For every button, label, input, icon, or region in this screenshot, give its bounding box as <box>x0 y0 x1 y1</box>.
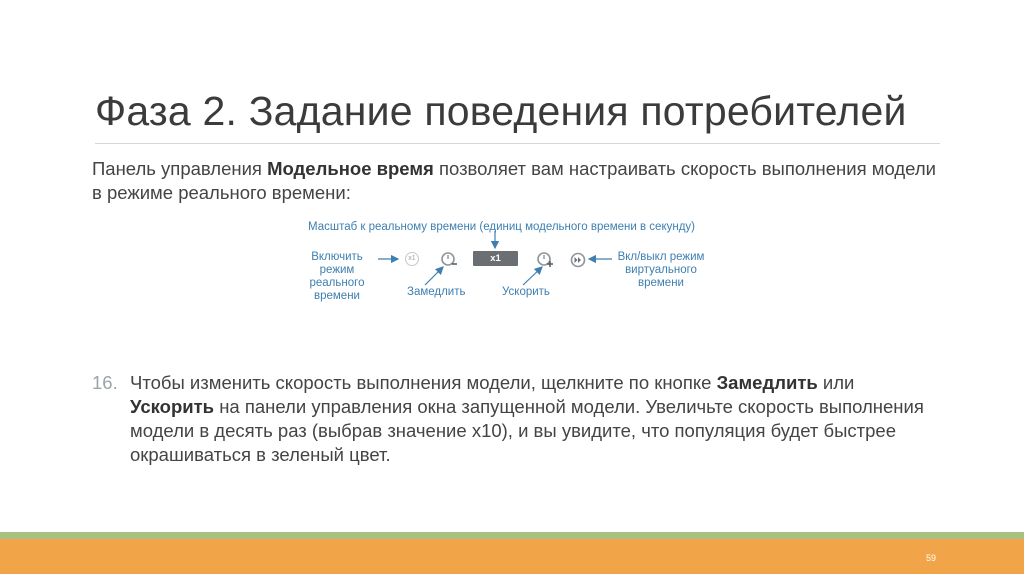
title-divider <box>95 143 940 144</box>
realtime-label-line-3: реального <box>309 277 365 289</box>
time-scale-indicator: x1 <box>473 251 518 266</box>
speed-up-label: Ускорить <box>502 286 550 298</box>
model-time-panel-diagram <box>280 213 720 313</box>
step-text-part-2: или <box>817 372 855 393</box>
slow-down-icon[interactable] <box>440 250 458 268</box>
virtual-time-toggle-icon[interactable] <box>570 252 586 268</box>
scale-caption: Масштаб к реальному времени (единиц модельного времени в секунду) <box>308 221 696 233</box>
virtual-label-line-1: Вкл/выкл режим <box>617 251 705 263</box>
footer-orange-band <box>0 539 1024 574</box>
footer-green-band <box>0 532 1024 539</box>
arrow-fast <box>523 267 542 285</box>
virtual-time-label <box>615 251 707 290</box>
step-number: 16. <box>92 372 118 393</box>
virtual-label-line-2: виртуального <box>625 264 697 276</box>
step-bold-fast: Ускорить <box>130 396 215 417</box>
step-text-part-1: Чтобы изменить скорость выполнения модели, щелкните по кнопке <box>130 372 717 393</box>
slide-title: Фаза 2. Задание поведения потребителей <box>95 88 907 134</box>
step-text-part-3: на панели управления окна запущенной модели. Увеличьте скорость выполнения модели в десять раз (выбрав значение x10), и вы увидите, что популяция будет быстрее окрашиваться в зеленый цвет. <box>130 396 924 465</box>
realtime-label-line-2: режим <box>319 264 355 276</box>
intro-text-start: Панель управления <box>92 158 268 179</box>
realtime-label-line-4: времени <box>314 290 360 302</box>
arrow-slow <box>425 267 443 285</box>
step-bold-slow: Замедлить <box>716 372 818 393</box>
page-number: 59 <box>925 553 936 563</box>
intro-text-end: позволяет вам настраивать скорость выполнения модели в режиме реального времени: <box>92 158 936 203</box>
slow-down-label: Замедлить <box>407 286 466 298</box>
intro-paragraph <box>92 157 942 205</box>
intro-bold-term: Модельное время <box>267 158 434 179</box>
virtual-label-line-3: времени <box>638 277 684 289</box>
realtime-label-line-1: Включить <box>311 251 363 263</box>
realtime-toggle-icon[interactable]: x1 <box>405 252 419 266</box>
step-text <box>130 371 940 467</box>
speed-up-icon[interactable] <box>536 250 554 268</box>
realtime-label <box>300 251 374 303</box>
